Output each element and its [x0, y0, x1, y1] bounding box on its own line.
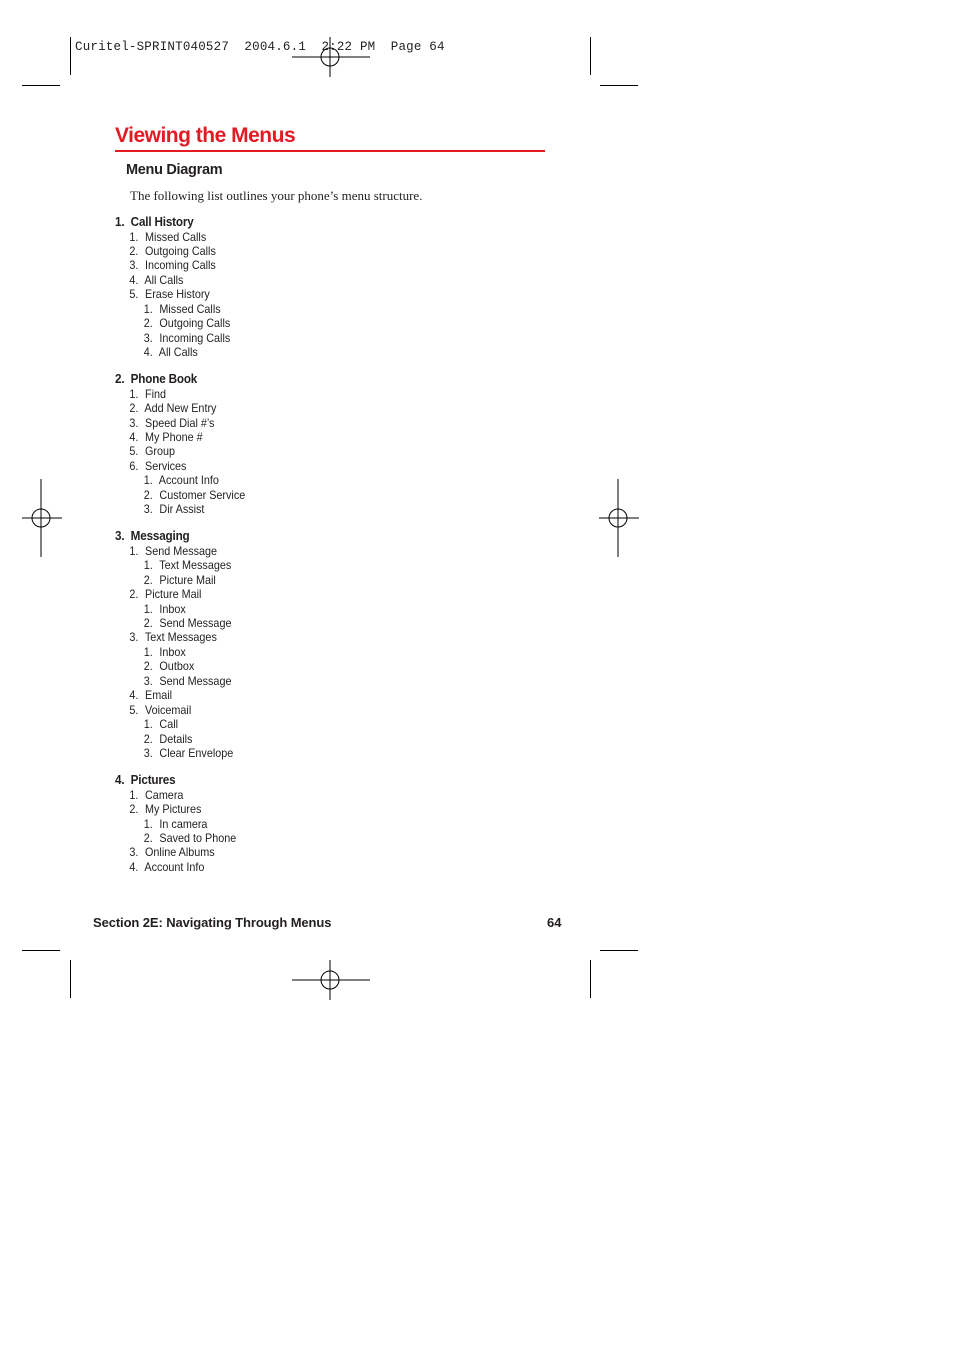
menu-item	[115, 860, 493, 874]
item-number: 1.	[143, 601, 153, 616]
menu-item	[115, 258, 493, 272]
item-number: 3.	[129, 258, 139, 273]
menu-section	[115, 371, 493, 517]
item-number: 4.	[129, 429, 139, 444]
submenu-item	[115, 302, 493, 316]
menu-item	[115, 416, 493, 430]
item-label: Speed Dial #’s	[145, 415, 215, 430]
item-label: Online Albums	[145, 845, 215, 860]
item-number: 1.	[129, 386, 139, 401]
item-label: Account Info	[158, 473, 219, 488]
item-label: In camera	[159, 816, 208, 831]
item-label: Outgoing Calls	[145, 243, 216, 258]
item-label: Send Message	[159, 673, 232, 688]
submenu-item	[115, 645, 493, 659]
menu-item	[115, 630, 493, 644]
submenu-item	[115, 573, 493, 587]
submenu-item	[115, 345, 493, 359]
item-label: Account Info	[144, 859, 205, 874]
submenu-item	[115, 316, 493, 330]
submenu-item	[115, 659, 493, 673]
item-number: 2.	[129, 401, 139, 416]
menu-item	[115, 287, 493, 301]
item-number: 3.	[143, 673, 153, 688]
submenu-item	[115, 717, 493, 731]
item-label: Pictures	[130, 772, 176, 788]
item-label: Send Message	[159, 616, 232, 631]
item-number: 2.	[143, 731, 153, 746]
submenu-item	[115, 602, 493, 616]
menu-item	[115, 244, 493, 258]
title-rule	[115, 150, 545, 152]
menu-section-heading	[115, 528, 493, 544]
item-label: Erase History	[145, 287, 210, 302]
menu-item	[115, 444, 493, 458]
menu-section	[115, 214, 493, 360]
submenu-item	[115, 502, 493, 516]
item-label: Customer Service	[159, 487, 246, 502]
submenu-item	[115, 488, 493, 502]
intro-text: The following list outlines your phone’s menu structure.	[130, 188, 423, 203]
item-label: My Phone #	[145, 429, 203, 444]
crop-mark	[590, 37, 591, 75]
menu-item	[115, 845, 493, 859]
item-label: Messaging	[130, 528, 190, 544]
submenu-item	[115, 732, 493, 746]
crop-mark	[22, 950, 60, 951]
menu-item	[115, 544, 493, 558]
printer-slug: Curitel-SPRINT040527 2004.6.1 2:22 PM Page 64	[75, 40, 445, 54]
item-number: 3.	[143, 746, 153, 761]
menu-item	[115, 387, 493, 401]
item-number: 5.	[129, 287, 139, 302]
item-number: 4.	[129, 688, 139, 703]
item-number: 3.	[129, 630, 139, 645]
item-number: 2.	[143, 616, 153, 631]
menu-diagram	[115, 214, 493, 886]
item-number: 2.	[143, 572, 153, 587]
item-number: 4.	[129, 272, 139, 287]
item-label: Text Messages	[159, 558, 232, 573]
menu-item	[115, 703, 493, 717]
crop-mark	[600, 85, 638, 86]
menu-section-heading	[115, 214, 493, 230]
item-label: Inbox	[159, 644, 186, 659]
submenu-item	[115, 558, 493, 572]
menu-section	[115, 528, 493, 760]
item-number: 1.	[129, 543, 139, 558]
footer-section-title: Section 2E: Navigating Through Menus	[93, 915, 332, 930]
item-label: Outgoing Calls	[159, 316, 231, 331]
item-label: Saved to Phone	[159, 830, 237, 845]
item-number: 4.	[129, 859, 139, 874]
menu-item	[115, 587, 493, 601]
menu-item	[115, 802, 493, 816]
item-label: Camera	[145, 787, 184, 802]
item-number: 4.	[115, 772, 125, 788]
crop-mark	[22, 85, 60, 86]
registration-mark-icon	[22, 479, 62, 557]
item-number: 3.	[129, 415, 139, 430]
item-number: 1.	[143, 473, 153, 488]
item-label: Outbox	[159, 659, 195, 674]
item-number: 1.	[115, 214, 125, 229]
item-number: 6.	[129, 458, 139, 473]
item-number: 3.	[143, 330, 153, 345]
item-label: Missed Calls	[159, 301, 221, 316]
item-label: Inbox	[159, 601, 186, 616]
item-label: Add New Entry	[144, 401, 217, 416]
menu-item	[115, 401, 493, 415]
item-number: 2.	[115, 371, 125, 387]
item-number: 1.	[143, 644, 153, 659]
item-label: Group	[145, 444, 176, 459]
item-number: 5.	[129, 444, 139, 459]
submenu-item	[115, 331, 493, 345]
item-label: All Calls	[144, 272, 184, 287]
item-label: Text Messages	[144, 630, 217, 645]
crop-mark	[590, 960, 591, 998]
menu-item	[115, 273, 493, 287]
submenu-item	[115, 831, 493, 845]
page-title: Viewing the Menus	[115, 124, 296, 147]
item-label: Send Message	[145, 543, 218, 558]
menu-item	[115, 788, 493, 802]
item-number: 1.	[143, 558, 153, 573]
crop-mark	[70, 960, 71, 998]
item-number: 3.	[143, 502, 153, 517]
item-number: 1.	[129, 229, 139, 244]
menu-section	[115, 772, 493, 874]
item-label: My Pictures	[145, 802, 202, 817]
item-number: 1.	[143, 717, 153, 732]
item-label: Find	[145, 386, 167, 401]
item-number: 2.	[143, 316, 153, 331]
item-number: 1.	[129, 787, 139, 802]
item-label: Incoming Calls	[145, 258, 216, 273]
item-number: 2.	[129, 802, 139, 817]
crop-mark	[70, 37, 71, 75]
item-number: 2.	[129, 243, 139, 258]
item-label: Incoming Calls	[159, 330, 231, 345]
item-label: Phone Book	[130, 371, 198, 387]
submenu-item	[115, 616, 493, 630]
item-number: 3.	[115, 528, 125, 544]
menu-item	[115, 688, 493, 702]
submenu-item	[115, 746, 493, 760]
item-label: Picture Mail	[159, 572, 216, 587]
submenu-item	[115, 674, 493, 688]
item-number: 4.	[143, 345, 153, 360]
registration-mark-icon	[292, 960, 370, 1000]
menu-item	[115, 459, 493, 473]
item-label: Dir Assist	[159, 502, 205, 517]
menu-section-heading	[115, 371, 493, 387]
submenu-item	[115, 473, 493, 487]
item-label: Call	[159, 717, 179, 732]
item-number: 2.	[143, 830, 153, 845]
item-label: All Calls	[158, 345, 198, 360]
registration-mark-icon	[599, 479, 639, 557]
page-number: 64	[547, 915, 562, 930]
item-number: 1.	[143, 816, 153, 831]
submenu-item	[115, 817, 493, 831]
crop-mark	[600, 950, 638, 951]
menu-section-heading	[115, 772, 493, 788]
item-number: 5.	[129, 702, 139, 717]
item-number: 2.	[143, 487, 153, 502]
item-number: 1.	[143, 301, 153, 316]
menu-item	[115, 230, 493, 244]
item-label: Services	[145, 458, 187, 473]
item-number: 2.	[129, 587, 139, 602]
menu-item	[115, 430, 493, 444]
item-label: Voicemail	[145, 702, 192, 717]
item-label: Details	[159, 731, 193, 746]
registration-mark-icon	[292, 37, 370, 77]
item-label: Email	[145, 688, 173, 703]
section-subtitle: Menu Diagram	[126, 162, 223, 178]
item-label: Clear Envelope	[159, 746, 234, 761]
item-number: 2.	[143, 659, 153, 674]
item-label: Missed Calls	[145, 229, 207, 244]
item-label: Call History	[130, 214, 194, 229]
item-label: Picture Mail	[145, 587, 202, 602]
item-number: 3.	[129, 845, 139, 860]
